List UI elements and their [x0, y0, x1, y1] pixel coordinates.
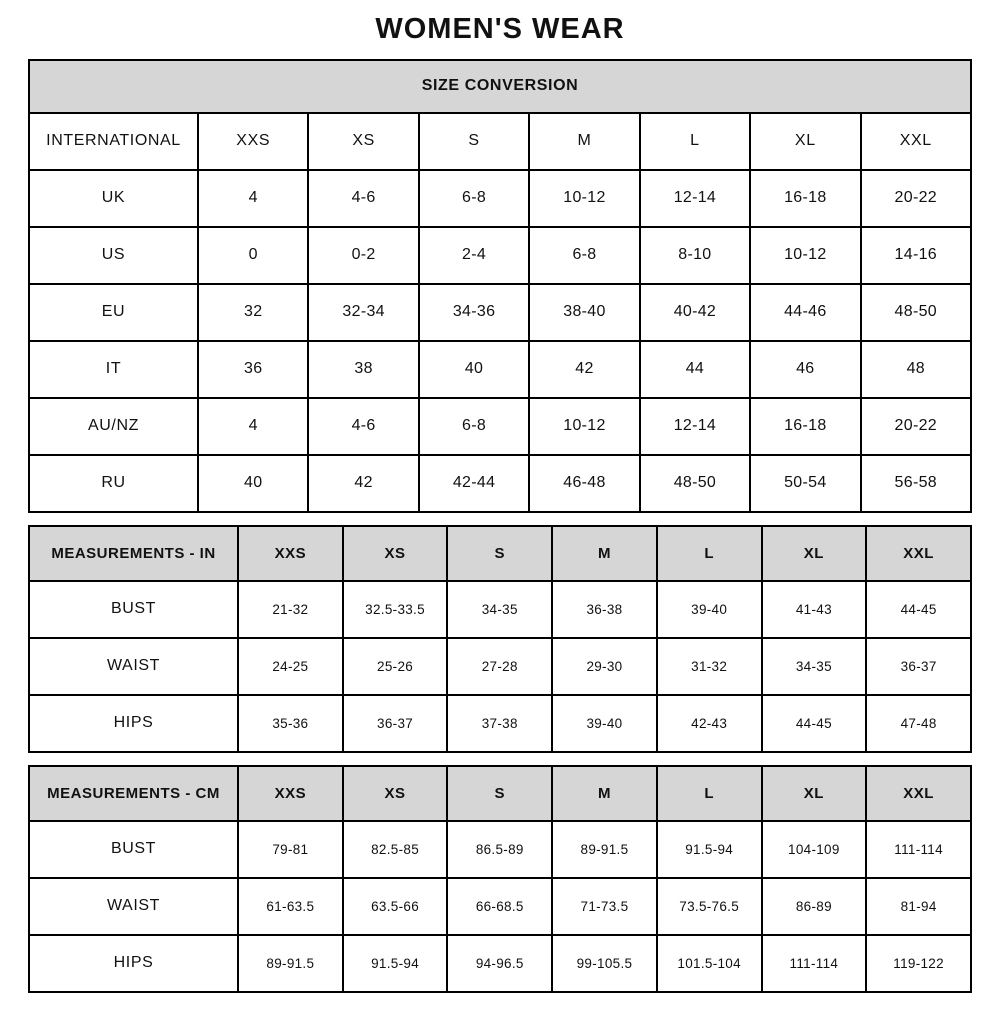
value-cell: 42 [308, 455, 418, 512]
header-cell-size: XXS [238, 526, 343, 581]
header-cell-size: L [657, 526, 762, 581]
value-cell: 4-6 [308, 398, 418, 455]
table-title: SIZE CONVERSION [29, 60, 971, 113]
value-cell: 40 [419, 341, 529, 398]
row-label: IT [29, 341, 198, 398]
row-label: BUST [29, 821, 238, 878]
value-cell: 46 [750, 341, 860, 398]
value-cell: 12-14 [640, 398, 750, 455]
value-cell: 24-25 [238, 638, 343, 695]
value-cell: 47-48 [866, 695, 971, 752]
value-cell: 66-68.5 [447, 878, 552, 935]
table-title: MEASUREMENTS - CM [29, 766, 238, 821]
value-cell: 0-2 [308, 227, 418, 284]
value-cell: 34-35 [447, 581, 552, 638]
page-title: WOMEN'S WEAR [375, 13, 625, 45]
value-cell: 29-30 [552, 638, 657, 695]
value-cell: 86.5-89 [447, 821, 552, 878]
header-cell-size: XL [750, 113, 860, 170]
measurements-in-body [29, 526, 971, 752]
row-label: HIPS [29, 695, 238, 752]
table-row [29, 455, 971, 512]
value-cell: 44-46 [750, 284, 860, 341]
value-cell: 25-26 [343, 638, 448, 695]
value-cell: 6-8 [419, 170, 529, 227]
value-cell: 36-37 [343, 695, 448, 752]
header-cell-size: XS [343, 526, 448, 581]
value-cell: 38 [308, 341, 418, 398]
header-cell-international: INTERNATIONAL [29, 113, 198, 170]
value-cell: 12-14 [640, 170, 750, 227]
value-cell: 32 [198, 284, 308, 341]
header-cell-size: S [419, 113, 529, 170]
row-label: EU [29, 284, 198, 341]
table-row [29, 878, 971, 935]
value-cell: 56-58 [861, 455, 971, 512]
value-cell: 40 [198, 455, 308, 512]
value-cell: 48 [861, 341, 971, 398]
value-cell: 101.5-104 [657, 935, 762, 992]
value-cell: 44-45 [866, 581, 971, 638]
measurements-in-table [28, 525, 972, 753]
row-label: WAIST [29, 878, 238, 935]
value-cell: 46-48 [529, 455, 639, 512]
value-cell: 44-45 [762, 695, 867, 752]
value-cell: 21-32 [238, 581, 343, 638]
row-label: UK [29, 170, 198, 227]
value-cell: 50-54 [750, 455, 860, 512]
value-cell: 32-34 [308, 284, 418, 341]
value-cell: 73.5-76.5 [657, 878, 762, 935]
header-cell-size: S [447, 766, 552, 821]
column-header-row [29, 113, 971, 170]
value-cell: 111-114 [762, 935, 867, 992]
row-label: WAIST [29, 638, 238, 695]
value-cell: 10-12 [529, 170, 639, 227]
header-cell-size: XXS [198, 113, 308, 170]
row-label: RU [29, 455, 198, 512]
value-cell: 6-8 [419, 398, 529, 455]
table-row [29, 695, 971, 752]
row-label: US [29, 227, 198, 284]
value-cell: 82.5-85 [343, 821, 448, 878]
value-cell: 71-73.5 [552, 878, 657, 935]
size-conversion-table [28, 59, 972, 513]
header-cell-size: XXL [866, 766, 971, 821]
value-cell: 39-40 [552, 695, 657, 752]
value-cell: 4 [198, 398, 308, 455]
value-cell: 36-37 [866, 638, 971, 695]
table-row [29, 227, 971, 284]
size-chart-page [0, 14, 1000, 993]
value-cell: 35-36 [238, 695, 343, 752]
header-cell-size: XXL [861, 113, 971, 170]
header-cell-size: M [552, 766, 657, 821]
value-cell: 91.5-94 [657, 821, 762, 878]
table-row [29, 341, 971, 398]
value-cell: 20-22 [861, 170, 971, 227]
value-cell: 37-38 [447, 695, 552, 752]
value-cell: 44 [640, 341, 750, 398]
value-cell: 36 [198, 341, 308, 398]
value-cell: 16-18 [750, 170, 860, 227]
header-cell-size: L [657, 766, 762, 821]
table-row [29, 581, 971, 638]
value-cell: 119-122 [866, 935, 971, 992]
size-conversion-body [29, 60, 971, 512]
value-cell: 34-35 [762, 638, 867, 695]
value-cell: 39-40 [657, 581, 762, 638]
table-row [29, 638, 971, 695]
value-cell: 94-96.5 [447, 935, 552, 992]
value-cell: 40-42 [640, 284, 750, 341]
table-banner-row [29, 60, 971, 113]
value-cell: 41-43 [762, 581, 867, 638]
value-cell: 89-91.5 [238, 935, 343, 992]
value-cell: 48-50 [640, 455, 750, 512]
value-cell: 111-114 [866, 821, 971, 878]
value-cell: 42-43 [657, 695, 762, 752]
value-cell: 16-18 [750, 398, 860, 455]
value-cell: 31-32 [657, 638, 762, 695]
measurements-cm-body [29, 766, 971, 992]
value-cell: 42 [529, 341, 639, 398]
measurements-cm-table [28, 765, 972, 993]
value-cell: 2-4 [419, 227, 529, 284]
header-cell-size: M [529, 113, 639, 170]
column-header-row [29, 526, 971, 581]
value-cell: 81-94 [866, 878, 971, 935]
value-cell: 79-81 [238, 821, 343, 878]
value-cell: 34-36 [419, 284, 529, 341]
row-label: AU/NZ [29, 398, 198, 455]
value-cell: 38-40 [529, 284, 639, 341]
table-row [29, 284, 971, 341]
value-cell: 4 [198, 170, 308, 227]
value-cell: 42-44 [419, 455, 529, 512]
header-cell-size: XL [762, 766, 867, 821]
value-cell: 10-12 [529, 398, 639, 455]
table-title: MEASUREMENTS - IN [29, 526, 238, 581]
table-row [29, 935, 971, 992]
value-cell: 36-38 [552, 581, 657, 638]
value-cell: 8-10 [640, 227, 750, 284]
value-cell: 14-16 [861, 227, 971, 284]
table-row [29, 398, 971, 455]
value-cell: 104-109 [762, 821, 867, 878]
value-cell: 20-22 [861, 398, 971, 455]
value-cell: 63.5-66 [343, 878, 448, 935]
column-header-row [29, 766, 971, 821]
header-cell-size: XL [762, 526, 867, 581]
header-cell-size: XXS [238, 766, 343, 821]
header-cell-size: L [640, 113, 750, 170]
value-cell: 10-12 [750, 227, 860, 284]
value-cell: 4-6 [308, 170, 418, 227]
row-label: BUST [29, 581, 238, 638]
value-cell: 89-91.5 [552, 821, 657, 878]
value-cell: 48-50 [861, 284, 971, 341]
value-cell: 99-105.5 [552, 935, 657, 992]
table-row [29, 170, 971, 227]
value-cell: 86-89 [762, 878, 867, 935]
value-cell: 0 [198, 227, 308, 284]
header-cell-size: XS [308, 113, 418, 170]
value-cell: 91.5-94 [343, 935, 448, 992]
header-cell-size: XS [343, 766, 448, 821]
value-cell: 6-8 [529, 227, 639, 284]
table-row [29, 821, 971, 878]
header-cell-size: S [447, 526, 552, 581]
row-label: HIPS [29, 935, 238, 992]
header-cell-size: M [552, 526, 657, 581]
value-cell: 32.5-33.5 [343, 581, 448, 638]
header-cell-size: XXL [866, 526, 971, 581]
value-cell: 61-63.5 [238, 878, 343, 935]
value-cell: 27-28 [447, 638, 552, 695]
